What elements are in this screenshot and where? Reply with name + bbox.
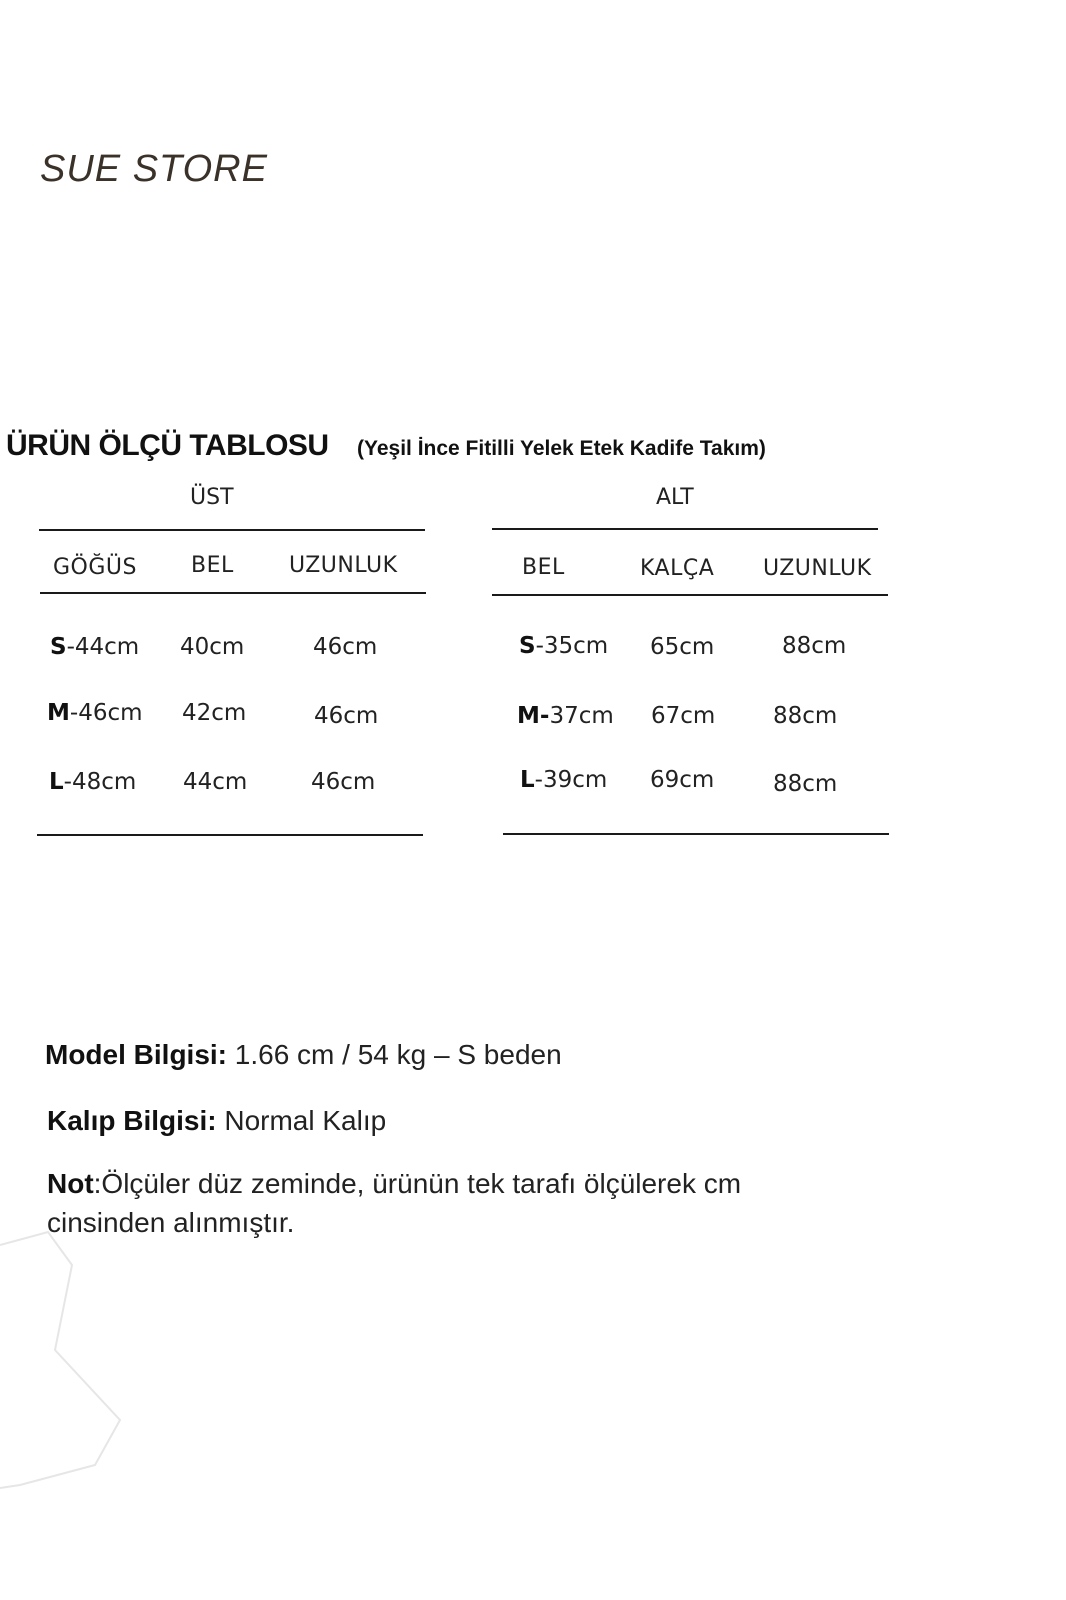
table-row-cell-size: L-48cm: [49, 769, 137, 795]
table-row-cell-waist: 42cm: [182, 700, 247, 726]
size-label: S: [519, 633, 536, 659]
top-table-rule-header: [40, 592, 426, 594]
bottom-header-length: UZUNLUK: [763, 556, 872, 581]
table-row-cell-length: 46cm: [313, 634, 378, 660]
model-info: [45, 1039, 562, 1071]
bottom-header-waist: BEL: [522, 555, 565, 580]
note-value-line1: :Ölçüler düz zeminde, ürünün tek tarafı ölçülerek cm: [93, 1168, 742, 1199]
top-section-label: ÜST: [190, 485, 234, 510]
note-label: Not: [47, 1168, 94, 1199]
table-row-cell-length: 46cm: [311, 769, 376, 795]
table-row-cell-size: L-39cm: [520, 767, 608, 793]
brand-logo: SUE STORE: [40, 148, 268, 190]
table-row-cell-hip: 65cm: [650, 634, 715, 660]
bottom-table-rule-top: [492, 528, 878, 530]
table-row-cell-waist: 44cm: [183, 769, 248, 795]
table-row-cell-length: 46cm: [314, 703, 379, 729]
table-row-cell-size: M-37cm: [517, 703, 614, 729]
table-row-cell-size: S-35cm: [519, 633, 609, 659]
top-table-rule-bottom: [37, 834, 423, 836]
size-label: L: [49, 769, 64, 795]
table-row-cell-length: 88cm: [773, 703, 838, 729]
table-row-cell-length: 88cm: [782, 633, 847, 659]
page-subtitle: (Yeşil İnce Fitilli Yelek Etek Kadife Takım): [357, 437, 766, 460]
table-row-cell-waist: 40cm: [180, 634, 245, 660]
page-title: ÜRÜN ÖLÇÜ TABLOSU: [6, 429, 329, 462]
note-info-line2: cinsinden alınmıştır.: [47, 1207, 295, 1238]
size-label: M: [47, 700, 70, 726]
fit-info-value: Normal Kalıp: [216, 1105, 387, 1136]
bottom-table-rule-bottom: [503, 833, 889, 835]
top-table-rule-top: [39, 529, 425, 531]
model-info-value: 1.66 cm / 54 kg – S beden: [227, 1039, 562, 1070]
fit-info-label: Kalıp Bilgisi:: [47, 1105, 217, 1136]
decorative-outline: [0, 1230, 140, 1490]
top-header-chest: GÖĞÜS: [53, 555, 137, 580]
bottom-header-hip: KALÇA: [640, 556, 715, 581]
bottom-section-label: ALT: [656, 485, 694, 510]
note-info: [47, 1168, 741, 1200]
fit-info: [47, 1105, 386, 1137]
top-header-waist: BEL: [191, 553, 234, 578]
size-label: S: [50, 634, 67, 660]
table-row-cell-hip: 69cm: [650, 767, 715, 793]
table-row-cell-size: M-46cm: [47, 700, 143, 726]
bottom-table-rule-header: [492, 594, 888, 596]
table-row-cell-size: S-44cm: [50, 634, 140, 660]
size-label: M-: [517, 703, 550, 729]
top-header-length: UZUNLUK: [289, 553, 398, 578]
model-info-label: Model Bilgisi:: [45, 1039, 227, 1070]
table-row-cell-length: 88cm: [773, 771, 838, 797]
table-row-cell-hip: 67cm: [651, 703, 716, 729]
size-label: L: [520, 767, 535, 793]
